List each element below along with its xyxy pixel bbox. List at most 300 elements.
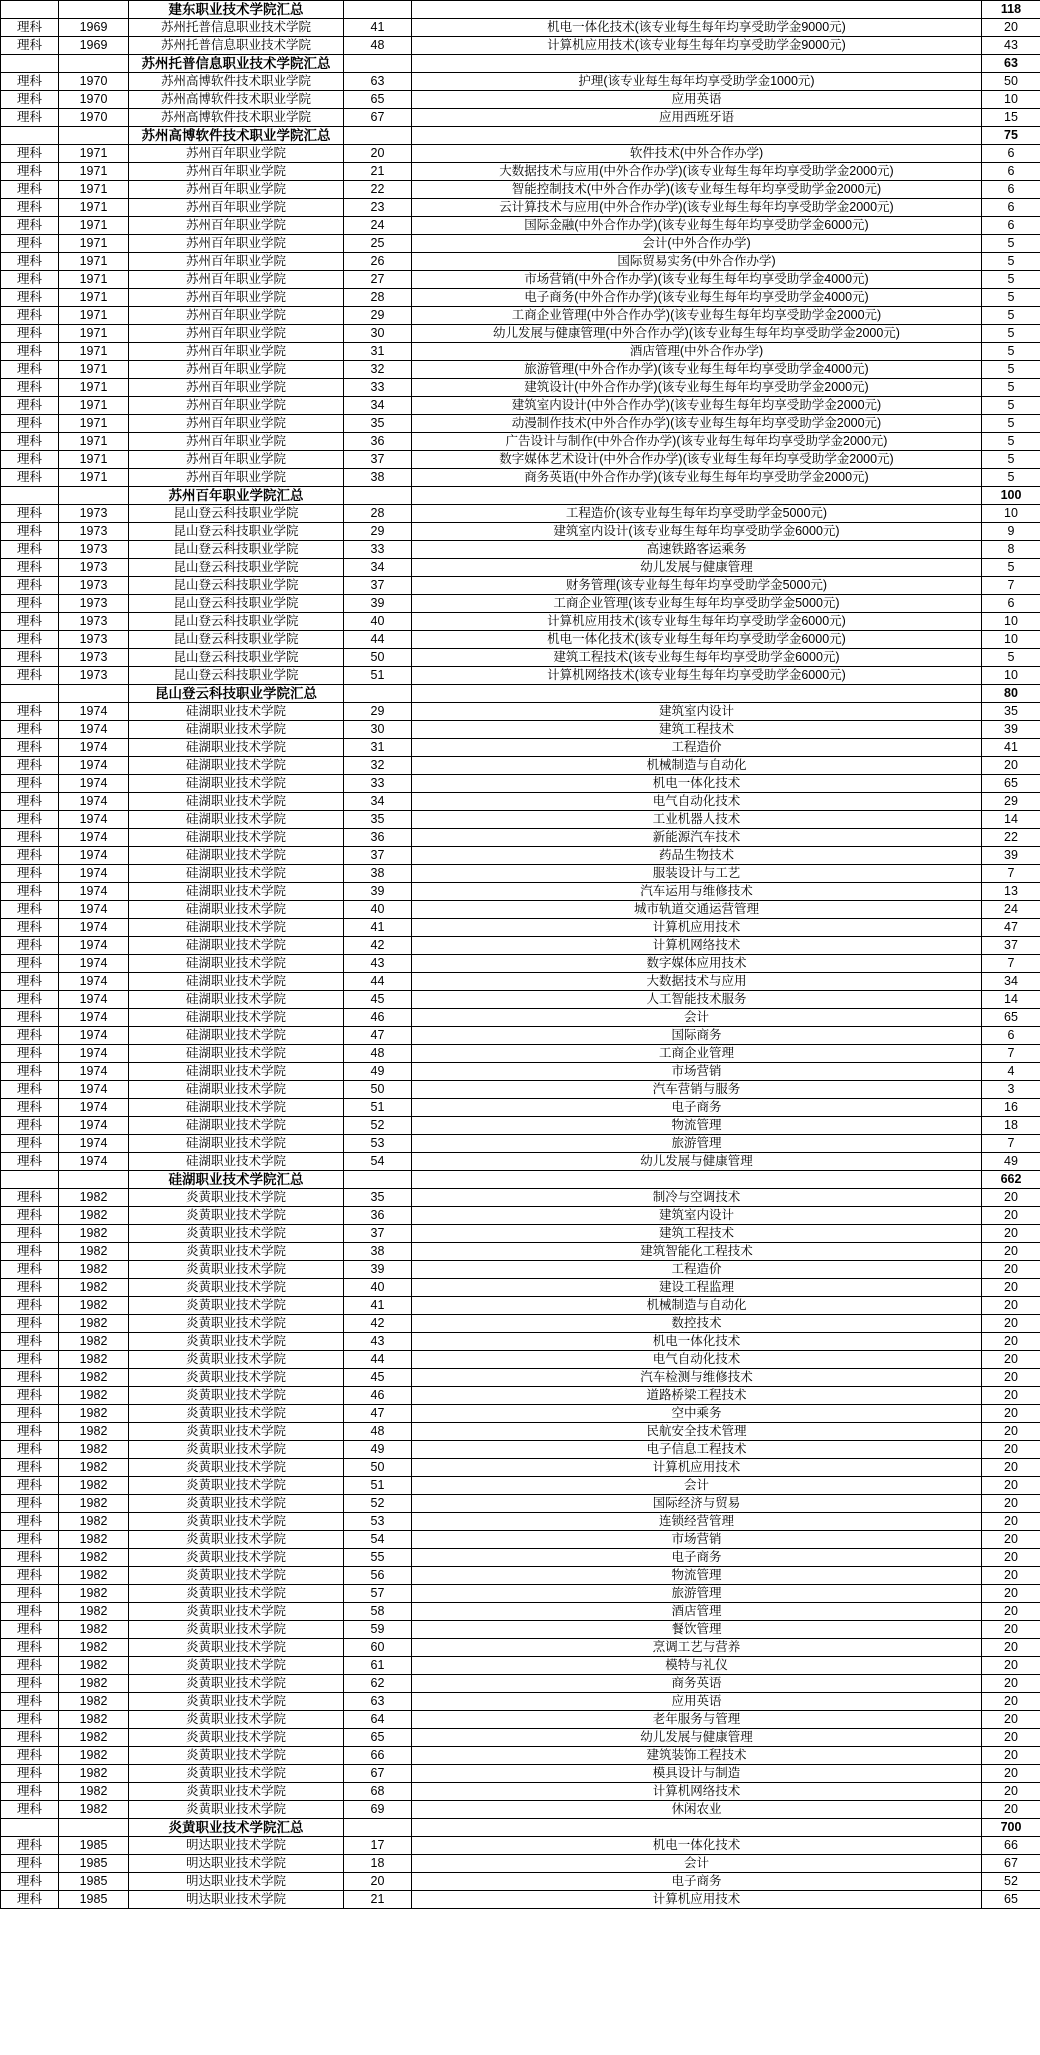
cell-plan-count-text: 20 — [1004, 1316, 1018, 1330]
table-row-summary — [1, 1, 1040, 19]
cell-school-name — [129, 991, 344, 1009]
cell-plan-count-text: 16 — [1004, 1100, 1018, 1114]
cell-school-name — [129, 1369, 344, 1387]
cell-subject-text: 理科 — [16, 1154, 42, 1168]
cell-school-name-text: 苏州百年职业学院 — [185, 164, 286, 178]
cell-school-name-text: 明达职业技术学院 — [185, 1874, 286, 1888]
cell-school-code-text: 1969 — [79, 38, 108, 52]
cell-subject-text: 理科 — [16, 1622, 42, 1636]
cell-school-name — [129, 559, 344, 577]
cell-major-name — [412, 37, 982, 55]
cell-major-no — [344, 937, 412, 955]
cell-subject-text: 理科 — [16, 218, 42, 232]
table-row — [1, 1531, 1040, 1549]
cell-school-name-text: 炎黄职业技术学院 — [185, 1550, 286, 1564]
cell-subject-text: 理科 — [16, 1190, 42, 1204]
cell-school-name — [129, 973, 344, 991]
cell-subject — [1, 883, 59, 901]
cell-major-no-text: 39 — [370, 596, 385, 610]
cell-school-code-text: 1982 — [79, 1550, 108, 1564]
cell-major-name — [412, 739, 982, 757]
summary-plan-total-text: 63 — [1004, 56, 1018, 70]
cell-school-code-text: 1974 — [79, 830, 108, 844]
cell-major-name — [412, 847, 982, 865]
summary-code-cell — [59, 487, 129, 505]
cell-major-name-text: 建筑设计(中外合作办学)(该专业每生每年均享受助学金2000元) — [524, 380, 869, 394]
table-row — [1, 469, 1040, 487]
cell-school-code-text: 1982 — [79, 1442, 108, 1456]
cell-major-name — [412, 595, 982, 613]
cell-school-code-text: 1982 — [79, 1388, 108, 1402]
cell-subject-text: 理科 — [16, 290, 42, 304]
cell-school-code — [59, 1603, 129, 1621]
cell-subject — [1, 1747, 59, 1765]
cell-major-no-text: 36 — [370, 830, 385, 844]
cell-major-name-text: 工商企业管理 — [658, 1046, 734, 1060]
cell-school-name-text: 炎黄职业技术学院 — [185, 1388, 286, 1402]
summary-major-no-cell — [344, 487, 412, 505]
cell-major-name — [412, 667, 982, 685]
cell-school-name — [129, 739, 344, 757]
cell-subject — [1, 1603, 59, 1621]
cell-school-code-text: 1982 — [79, 1244, 108, 1258]
cell-major-name — [412, 469, 982, 487]
cell-school-name — [129, 703, 344, 721]
cell-plan-count — [982, 1495, 1040, 1513]
cell-major-name-text: 电气自动化技术 — [652, 1352, 741, 1366]
cell-plan-count-text: 20 — [1004, 1694, 1018, 1708]
cell-major-no-text: 29 — [370, 704, 385, 718]
cell-subject-text: 理科 — [16, 1550, 42, 1564]
cell-plan-count — [982, 1513, 1040, 1531]
cell-school-name-text: 炎黄职业技术学院 — [185, 1586, 286, 1600]
cell-subject-text: 理科 — [16, 1586, 42, 1600]
cell-plan-count-text: 15 — [1004, 110, 1018, 124]
cell-subject — [1, 1279, 59, 1297]
cell-school-name — [129, 145, 344, 163]
cell-plan-count-text: 5 — [1007, 470, 1015, 484]
cell-major-name-text: 市场营销 — [671, 1064, 722, 1078]
cell-plan-count — [982, 1657, 1040, 1675]
cell-plan-count-text: 39 — [1004, 848, 1018, 862]
cell-subject-text: 理科 — [16, 650, 42, 664]
cell-school-code — [59, 1225, 129, 1243]
cell-subject-text: 理科 — [16, 740, 42, 754]
cell-subject — [1, 397, 59, 415]
cell-major-name — [412, 1081, 982, 1099]
cell-school-name-text: 明达职业技术学院 — [185, 1892, 286, 1906]
cell-plan-count-text: 20 — [1004, 1712, 1018, 1726]
cell-major-no — [344, 1873, 412, 1891]
cell-subject — [1, 1351, 59, 1369]
cell-plan-count — [982, 1243, 1040, 1261]
cell-plan-count — [982, 1297, 1040, 1315]
cell-school-name — [129, 1135, 344, 1153]
cell-subject — [1, 775, 59, 793]
cell-major-name-text: 旅游管理(中外合作办学)(该专业每生每年均享受助学金4000元) — [524, 362, 869, 376]
cell-subject — [1, 271, 59, 289]
cell-school-name-text: 昆山登云科技职业学院 — [173, 650, 299, 664]
cell-school-name-text: 硅湖职业技术学院 — [185, 866, 286, 880]
cell-plan-count — [982, 1711, 1040, 1729]
cell-major-no — [344, 883, 412, 901]
cell-major-no — [344, 1225, 412, 1243]
table-row — [1, 1153, 1040, 1171]
cell-plan-count — [982, 1567, 1040, 1585]
cell-major-no — [344, 703, 412, 721]
cell-school-code-text: 1982 — [79, 1694, 108, 1708]
cell-plan-count — [982, 901, 1040, 919]
cell-subject — [1, 1657, 59, 1675]
cell-major-no — [344, 325, 412, 343]
cell-major-name — [412, 1243, 982, 1261]
cell-major-name — [412, 829, 982, 847]
cell-subject — [1, 631, 59, 649]
table-row — [1, 217, 1040, 235]
cell-subject — [1, 1009, 59, 1027]
table-row — [1, 1351, 1040, 1369]
cell-school-name-text: 苏州百年职业学院 — [185, 236, 286, 250]
cell-major-no — [344, 1405, 412, 1423]
cell-major-name — [412, 973, 982, 991]
cell-subject-text: 理科 — [16, 1064, 42, 1078]
cell-major-name — [412, 235, 982, 253]
cell-major-name — [412, 1045, 982, 1063]
cell-major-no — [344, 847, 412, 865]
cell-school-code — [59, 451, 129, 469]
cell-subject — [1, 163, 59, 181]
table-row — [1, 721, 1040, 739]
cell-major-name — [412, 1891, 982, 1909]
table-row — [1, 1855, 1040, 1873]
cell-school-code — [59, 739, 129, 757]
cell-subject — [1, 1711, 59, 1729]
cell-major-name-text: 酒店管理(中外合作办学) — [629, 344, 764, 358]
summary-major-cell — [412, 685, 982, 703]
cell-school-name — [129, 289, 344, 307]
cell-major-name — [412, 415, 982, 433]
summary-code-cell — [59, 685, 129, 703]
cell-plan-count — [982, 1261, 1040, 1279]
cell-major-no — [344, 1369, 412, 1387]
cell-school-code-text: 1974 — [79, 1100, 108, 1114]
summary-plan-total-text: 80 — [1004, 686, 1018, 700]
cell-school-code-text: 1974 — [79, 740, 108, 754]
cell-plan-count — [982, 145, 1040, 163]
cell-major-name-text: 物流管理 — [671, 1568, 722, 1582]
cell-subject-text: 理科 — [16, 1100, 42, 1114]
cell-school-code-text: 1982 — [79, 1334, 108, 1348]
cell-plan-count — [982, 379, 1040, 397]
cell-plan-count — [982, 1063, 1040, 1081]
cell-school-name — [129, 847, 344, 865]
cell-school-name-text: 炎黄职业技术学院 — [185, 1712, 286, 1726]
table-row — [1, 559, 1040, 577]
cell-plan-count-text: 20 — [1004, 1658, 1018, 1672]
table-row — [1, 1549, 1040, 1567]
summary-school-title — [129, 127, 344, 145]
cell-major-no-text: 51 — [370, 1100, 385, 1114]
cell-school-name-text: 炎黄职业技术学院 — [185, 1406, 286, 1420]
cell-school-code-text: 1982 — [79, 1478, 108, 1492]
cell-school-code-text: 1974 — [79, 1154, 108, 1168]
cell-school-name — [129, 1405, 344, 1423]
cell-major-name — [412, 1279, 982, 1297]
cell-major-name — [412, 343, 982, 361]
cell-school-code-text: 1973 — [79, 614, 108, 628]
cell-school-name-text: 苏州百年职业学院 — [185, 344, 286, 358]
cell-major-name-text: 建筑室内设计 — [658, 704, 734, 718]
cell-school-name-text: 硅湖职业技术学院 — [185, 1010, 286, 1024]
cell-school-name — [129, 541, 344, 559]
cell-school-name — [129, 1333, 344, 1351]
cell-school-code — [59, 793, 129, 811]
cell-major-no-text: 33 — [370, 380, 385, 394]
cell-school-code-text: 1971 — [79, 254, 108, 268]
summary-school-title-text: 苏州百年职业学院汇总 — [168, 488, 304, 503]
cell-school-code — [59, 217, 129, 235]
cell-school-name-text: 炎黄职业技术学院 — [185, 1424, 286, 1438]
cell-subject-text: 理科 — [16, 362, 42, 376]
cell-school-code-text: 1971 — [79, 164, 108, 178]
cell-school-name-text: 硅湖职业技术学院 — [185, 830, 286, 844]
cell-subject-text: 理科 — [16, 1766, 42, 1780]
cell-major-no — [344, 1639, 412, 1657]
summary-major-cell — [412, 127, 982, 145]
cell-school-code-text: 1973 — [79, 542, 108, 556]
summary-code-cell — [59, 1819, 129, 1837]
table-row — [1, 73, 1040, 91]
cell-subject — [1, 1801, 59, 1819]
cell-major-no-text: 56 — [370, 1568, 385, 1582]
cell-school-code — [59, 1801, 129, 1819]
cell-major-name-text: 建筑室内设计(该专业每生每年均享受助学金6000元) — [553, 524, 840, 538]
cell-subject-text: 理科 — [16, 326, 42, 340]
cell-school-code — [59, 1675, 129, 1693]
cell-school-name-text: 炎黄职业技术学院 — [185, 1190, 286, 1204]
cell-major-no — [344, 1117, 412, 1135]
cell-major-name-text: 国际金融(中外合作办学)(该专业每生每年均享受助学金6000元) — [524, 218, 869, 232]
cell-major-name-text: 民航安全技术管理 — [646, 1424, 747, 1438]
table-body — [1, 1, 1040, 1909]
cell-major-no — [344, 991, 412, 1009]
cell-school-code — [59, 1333, 129, 1351]
cell-major-no-text: 36 — [370, 434, 385, 448]
cell-subject-text: 理科 — [16, 866, 42, 880]
cell-school-name-text: 苏州高博软件技术职业学院 — [160, 92, 311, 106]
cell-school-code-text: 1971 — [79, 272, 108, 286]
cell-major-name — [412, 1639, 982, 1657]
cell-school-name — [129, 73, 344, 91]
table-row — [1, 793, 1040, 811]
table-row — [1, 991, 1040, 1009]
cell-major-name-text: 电子信息工程技术 — [646, 1442, 747, 1456]
cell-school-code-text: 1971 — [79, 146, 108, 160]
cell-school-code — [59, 1243, 129, 1261]
cell-major-name-text: 电子商务 — [671, 1874, 722, 1888]
table-row — [1, 181, 1040, 199]
summary-school-title — [129, 1, 344, 19]
cell-plan-count — [982, 1765, 1040, 1783]
cell-school-name — [129, 613, 344, 631]
cell-subject-text: 理科 — [16, 1856, 42, 1870]
cell-school-code-text: 1974 — [79, 1064, 108, 1078]
cell-subject — [1, 1243, 59, 1261]
cell-subject — [1, 1081, 59, 1099]
cell-school-code-text: 1974 — [79, 938, 108, 952]
cell-school-code — [59, 109, 129, 127]
cell-school-code-text: 1970 — [79, 74, 108, 88]
cell-major-no — [344, 955, 412, 973]
cell-plan-count-text: 5 — [1007, 308, 1015, 322]
summary-school-title — [129, 685, 344, 703]
table-row — [1, 1873, 1040, 1891]
cell-plan-count — [982, 865, 1040, 883]
cell-school-name — [129, 1765, 344, 1783]
cell-subject — [1, 343, 59, 361]
cell-school-name-text: 炎黄职业技术学院 — [185, 1226, 286, 1240]
cell-school-name-text: 昆山登云科技职业学院 — [173, 524, 299, 538]
cell-major-no — [344, 1297, 412, 1315]
cell-major-name-text: 国际经济与贸易 — [652, 1496, 741, 1510]
cell-subject — [1, 811, 59, 829]
cell-plan-count-text: 20 — [1004, 1496, 1018, 1510]
summary-subject-cell — [1, 1819, 59, 1837]
cell-school-name — [129, 811, 344, 829]
cell-subject-text: 理科 — [16, 1082, 42, 1096]
cell-major-name — [412, 1585, 982, 1603]
cell-school-name-text: 硅湖职业技术学院 — [185, 740, 286, 754]
cell-school-code-text: 1982 — [79, 1298, 108, 1312]
cell-school-name-text: 炎黄职业技术学院 — [185, 1622, 286, 1636]
cell-subject — [1, 235, 59, 253]
cell-school-name — [129, 757, 344, 775]
cell-plan-count-text: 20 — [1004, 1460, 1018, 1474]
cell-plan-count-text: 6 — [1007, 146, 1015, 160]
cell-plan-count — [982, 37, 1040, 55]
cell-plan-count-text: 20 — [1004, 1424, 1018, 1438]
cell-school-name — [129, 631, 344, 649]
cell-school-code — [59, 1495, 129, 1513]
cell-major-no — [344, 433, 412, 451]
cell-school-code-text: 1973 — [79, 632, 108, 646]
cell-school-name — [129, 397, 344, 415]
table-row — [1, 1441, 1040, 1459]
cell-school-name — [129, 307, 344, 325]
cell-major-name — [412, 217, 982, 235]
cell-plan-count — [982, 343, 1040, 361]
cell-school-name — [129, 1621, 344, 1639]
table-row — [1, 451, 1040, 469]
cell-school-name-text: 硅湖职业技术学院 — [185, 794, 286, 808]
cell-plan-count-text: 20 — [1004, 1226, 1018, 1240]
cell-school-code — [59, 1549, 129, 1567]
summary-plan-total — [982, 1819, 1040, 1837]
cell-major-no-text: 44 — [370, 974, 385, 988]
cell-major-no-text: 37 — [370, 1226, 385, 1240]
cell-subject — [1, 523, 59, 541]
cell-school-code — [59, 667, 129, 685]
cell-subject-text: 理科 — [16, 1694, 42, 1708]
summary-plan-total — [982, 1171, 1040, 1189]
cell-school-code — [59, 703, 129, 721]
cell-major-no-text: 45 — [370, 992, 385, 1006]
cell-school-name — [129, 1657, 344, 1675]
cell-subject-text: 理科 — [16, 1802, 42, 1816]
cell-major-name-text: 连锁经营管理 — [658, 1514, 734, 1528]
cell-plan-count-text: 35 — [1004, 704, 1018, 718]
cell-school-name-text: 炎黄职业技术学院 — [185, 1334, 286, 1348]
cell-school-code — [59, 1693, 129, 1711]
cell-plan-count-text: 7 — [1007, 866, 1015, 880]
cell-plan-count — [982, 1549, 1040, 1567]
cell-plan-count-text: 14 — [1004, 812, 1018, 826]
cell-school-name-text: 硅湖职业技术学院 — [185, 704, 286, 718]
table-row — [1, 1621, 1040, 1639]
cell-plan-count-text: 9 — [1007, 524, 1015, 538]
cell-school-name-text: 炎黄职业技术学院 — [185, 1694, 286, 1708]
cell-major-name — [412, 613, 982, 631]
cell-major-name — [412, 1747, 982, 1765]
cell-major-name — [412, 1351, 982, 1369]
cell-school-code — [59, 919, 129, 937]
cell-major-no-text: 40 — [370, 902, 385, 916]
cell-major-no — [344, 217, 412, 235]
cell-subject-text: 理科 — [16, 1838, 42, 1852]
cell-major-no-text: 36 — [370, 1208, 385, 1222]
cell-school-code — [59, 1531, 129, 1549]
cell-major-no-text: 54 — [370, 1154, 385, 1168]
cell-plan-count-text: 20 — [1004, 20, 1018, 34]
cell-subject-text: 理科 — [16, 1136, 42, 1150]
cell-major-no-text: 68 — [370, 1784, 385, 1798]
cell-subject — [1, 937, 59, 955]
cell-subject-text: 理科 — [16, 1046, 42, 1060]
cell-plan-count — [982, 1009, 1040, 1027]
cell-school-code — [59, 757, 129, 775]
cell-subject-text: 理科 — [16, 1532, 42, 1546]
cell-school-code-text: 1982 — [79, 1622, 108, 1636]
cell-major-no-text: 59 — [370, 1622, 385, 1636]
cell-plan-count — [982, 1801, 1040, 1819]
cell-major-no — [344, 253, 412, 271]
table-row — [1, 1189, 1040, 1207]
cell-subject — [1, 1477, 59, 1495]
cell-plan-count-text: 14 — [1004, 992, 1018, 1006]
cell-subject-text: 理科 — [16, 974, 42, 988]
cell-subject-text: 理科 — [16, 794, 42, 808]
cell-major-name — [412, 1135, 982, 1153]
cell-subject-text: 理科 — [16, 380, 42, 394]
cell-school-code — [59, 1639, 129, 1657]
cell-major-no — [344, 1099, 412, 1117]
cell-school-code — [59, 1441, 129, 1459]
cell-school-code — [59, 1621, 129, 1639]
cell-major-no — [344, 1189, 412, 1207]
summary-major-cell — [412, 487, 982, 505]
cell-school-code-text: 1971 — [79, 236, 108, 250]
cell-subject-text: 理科 — [16, 1262, 42, 1276]
cell-school-code-text: 1982 — [79, 1748, 108, 1762]
cell-major-name — [412, 451, 982, 469]
cell-school-code — [59, 361, 129, 379]
cell-plan-count-text: 65 — [1004, 776, 1018, 790]
cell-school-name-text: 炎黄职业技术学院 — [185, 1658, 286, 1672]
cell-school-code — [59, 1189, 129, 1207]
cell-major-name — [412, 145, 982, 163]
cell-major-no — [344, 901, 412, 919]
cell-school-name — [129, 1873, 344, 1891]
